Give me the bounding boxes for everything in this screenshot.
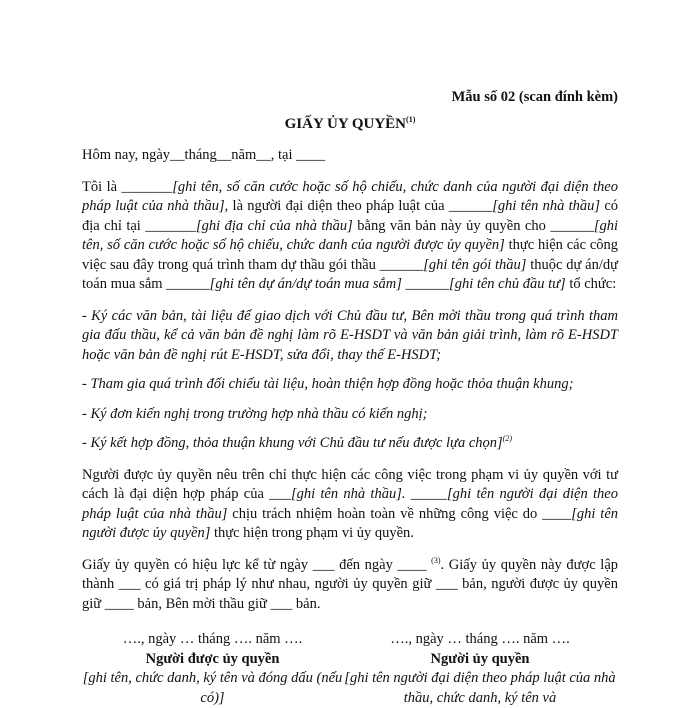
paragraph-text: có địa chỉ tại _______ xyxy=(82,198,619,234)
footnote-ref-2: (2) xyxy=(502,434,512,444)
paragraph-text: Tôi là _______ xyxy=(82,178,173,195)
paragraph-text: bằng văn bản này ủy quyền cho ______ xyxy=(352,217,594,234)
scope-item-sign-contract-text: - Ký kết hợp đồng, thỏa thuận khung với Chủ đầu tư nếu được lựa chọn] xyxy=(82,435,503,451)
placeholder-instruction: [ghi tên nhà thầu]. xyxy=(290,486,406,502)
paragraph-text: , là người đại diện theo pháp luật của ______ xyxy=(224,198,493,214)
scope-item-contract-negotiation: - Tham gia quá trình đối chiếu tài liệu, hoàn thiện hợp đồng hoặc thỏa thuận khung; xyxy=(82,376,574,392)
placeholder-instruction: [ghi tên nhà thầu] xyxy=(492,198,601,214)
validity-paragraph xyxy=(82,556,618,615)
paragraph-text: ______ xyxy=(401,276,450,292)
title-footnote-ref: (1) xyxy=(406,115,416,124)
paragraph-text: Người được ủy quyền nêu trên chỉ thực hiện các công việc trong phạm vi ủy quyền với tư cách là đại diện hợp pháp của ___ xyxy=(82,466,618,502)
responsibility-paragraph xyxy=(82,466,618,544)
validity-text-end: . Giấy ủy quyền này được lập thành ___ có giá trị pháp lý như nhau, người ủy quyền giữ ___ bản, người được ủy quyền giữ ____ bản, Bên mời thầu giữ ___ bản. xyxy=(82,556,619,612)
placeholder-instruction: [ghi tên người được ủy quyền] xyxy=(82,505,619,541)
paragraph-text: _____ xyxy=(405,486,448,502)
document-body xyxy=(82,146,618,614)
placeholder-instruction: [ghi tên người đại diện theo pháp luật của nhà thầu] xyxy=(82,486,618,522)
signature-date-left: …., ngày … tháng …. năm …. xyxy=(122,631,303,647)
title-text: GIẤY ỦY QUYỀN xyxy=(284,116,407,132)
authorization-paragraph xyxy=(82,178,618,295)
scope-item-sign-documents: - Ký các văn bản, tài liệu để giao dịch với Chủ đầu tư, Bên mời thầu trong quá trình tham gia đấu thầu, kể cả văn bản đề nghị làm rõ E-HSDT và văn bản giải trình, làm rõ E-HSDT hoặc văn bản đề nghị rút E-HSDT, sửa đổi, thay thế E-HSDT; xyxy=(82,307,618,363)
placeholder-instruction: [ghi địa chỉ của nhà thầu] xyxy=(196,217,353,234)
date-place-line: Hôm nay, ngày__tháng__năm__, tại ____ xyxy=(82,147,326,163)
placeholder-instruction: [ghi tên, số căn cước hoặc số hộ chiếu, chức danh của người đại diện theo pháp luật của nhà thầu] xyxy=(82,178,618,214)
paragraph-text: thực hiện trong phạm vi ủy quyền. xyxy=(210,525,414,541)
signature-date-right: …., ngày … tháng …. năm …. xyxy=(390,631,570,647)
form-number: Mẫu số 02 (scan đính kèm) xyxy=(451,89,618,105)
paragraph-text: thuộc dự án/dự toán mua sắm ______ xyxy=(82,256,618,292)
signature-note-right: [ghi tên người đại diện theo pháp luật của nhà thầu, chức danh, ký tên và xyxy=(344,670,616,706)
placeholder-instruction: [ghi tên dự án/dự toán mua sắm] xyxy=(209,276,402,292)
signature-role-right: Người ủy quyền xyxy=(430,650,530,667)
paragraph-text: thực hiện các công việc sau đây trong quá trình tham dự thầu gói thầu ______ xyxy=(82,237,619,273)
scope-item-sign-contract xyxy=(82,434,618,454)
signature-role-left: Người được ủy quyền xyxy=(145,650,280,667)
signature-block-authorized xyxy=(80,630,345,708)
placeholder-instruction: [ghi tên gói thầu] xyxy=(423,256,527,273)
validity-text-start: Giấy ủy quyền có hiệu lực kể từ ngày ___ đến ngày ____ xyxy=(82,556,432,573)
paragraph-text: chịu trách nhiệm hoàn toàn về những công việc do ____ xyxy=(227,505,572,522)
footnote-ref-3: (3) xyxy=(431,555,441,565)
placeholder-instruction: [ghi tên chủ đầu tư] xyxy=(449,276,566,292)
placeholder-instruction: [ghi tên, số căn cước hoặc số hộ chiếu, chức danh của người được ủy quyền] xyxy=(82,217,618,253)
signature-note-left: [ghi tên, chức danh, ký tên và đóng dấu (nếu có)] xyxy=(82,670,343,706)
document-title xyxy=(0,116,700,133)
scope-item-petition: - Ký đơn kiến nghị trong trường hợp nhà thầu có kiến nghị; xyxy=(82,405,428,422)
signature-block-authorizer xyxy=(340,630,620,708)
paragraph-text: tổ chức: xyxy=(565,276,617,292)
